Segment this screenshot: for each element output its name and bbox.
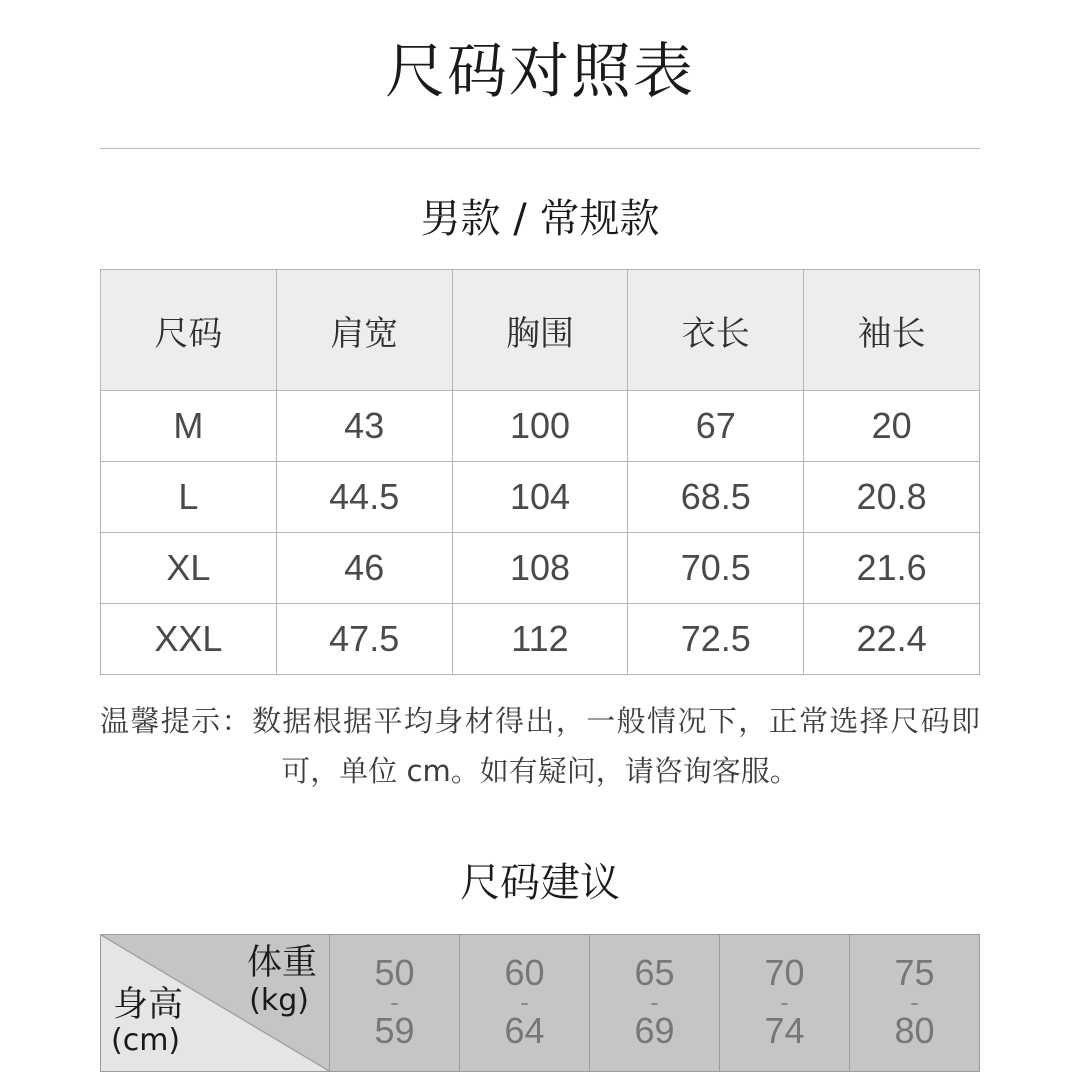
weight-range-header	[460, 935, 590, 1072]
range-from: 75	[894, 952, 935, 993]
tip-note: 温馨提示：数据根据平均身材得出，一般情况下，正常选择尺码即可，单位 cm。如有疑问，请咨询客服。	[100, 704, 980, 788]
height-label: 身高	[113, 985, 184, 1025]
cell-size: M	[101, 391, 277, 462]
cell-chest: 104	[452, 462, 628, 533]
rec-header-row	[101, 935, 980, 1072]
cell-shoulder: 46	[276, 533, 452, 604]
range-separator: -	[390, 987, 399, 1017]
cell-shoulder: 43	[276, 391, 452, 462]
range-to: 64	[504, 1010, 545, 1051]
weight-range-header	[850, 935, 980, 1072]
range-separator: -	[520, 987, 529, 1017]
weight-label: 体重	[246, 943, 317, 983]
height-unit: (cm)	[111, 1023, 181, 1058]
header-size: 尺码	[101, 270, 277, 391]
range-to: 59	[374, 1010, 415, 1051]
weight-unit: (kg)	[249, 983, 309, 1018]
range-from: 50	[374, 952, 415, 993]
weight-range-header	[330, 935, 460, 1072]
table-row	[101, 462, 980, 533]
size-table-header-row	[101, 270, 980, 391]
header-shoulder: 肩宽	[276, 270, 452, 391]
table-row	[101, 533, 980, 604]
cell-length: 68.5	[628, 462, 804, 533]
recommendation-title: 尺码建议	[460, 860, 620, 906]
cell-chest: 108	[452, 533, 628, 604]
header-sleeve: 袖长	[804, 270, 980, 391]
weight-range-header	[590, 935, 720, 1072]
cell-size: L	[101, 462, 277, 533]
range-to: 80	[894, 1010, 935, 1051]
range-from: 65	[634, 952, 675, 993]
cell-chest: 112	[452, 604, 628, 675]
table-row	[101, 391, 980, 462]
range-from: 70	[764, 952, 805, 993]
header-chest: 胸围	[452, 270, 628, 391]
cell-size: XXL	[101, 604, 277, 675]
range-separator: -	[650, 987, 659, 1017]
title-divider	[100, 148, 980, 149]
header-length: 衣长	[628, 270, 804, 391]
weight-range-header	[720, 935, 850, 1072]
cell-sleeve: 20.8	[804, 462, 980, 533]
cell-shoulder: 47.5	[276, 604, 452, 675]
range-separator: -	[780, 987, 789, 1017]
cell-chest: 100	[452, 391, 628, 462]
cell-sleeve: 21.6	[804, 533, 980, 604]
cell-sleeve: 20	[804, 391, 980, 462]
cell-length: 67	[628, 391, 804, 462]
cell-sleeve: 22.4	[804, 604, 980, 675]
range-to: 69	[634, 1010, 675, 1051]
cell-shoulder: 44.5	[276, 462, 452, 533]
cell-size: XL	[101, 533, 277, 604]
table-row	[101, 604, 980, 675]
section-title: 男款 / 常规款	[420, 196, 660, 242]
range-from: 60	[504, 952, 545, 993]
range-separator: -	[910, 987, 919, 1017]
page-title: 尺码对照表	[385, 37, 695, 107]
size-recommendation-table	[100, 934, 980, 1072]
corner-cell	[101, 935, 330, 1072]
size-chart-table	[100, 269, 980, 675]
cell-length: 72.5	[628, 604, 804, 675]
range-to: 74	[764, 1010, 805, 1051]
cell-length: 70.5	[628, 533, 804, 604]
